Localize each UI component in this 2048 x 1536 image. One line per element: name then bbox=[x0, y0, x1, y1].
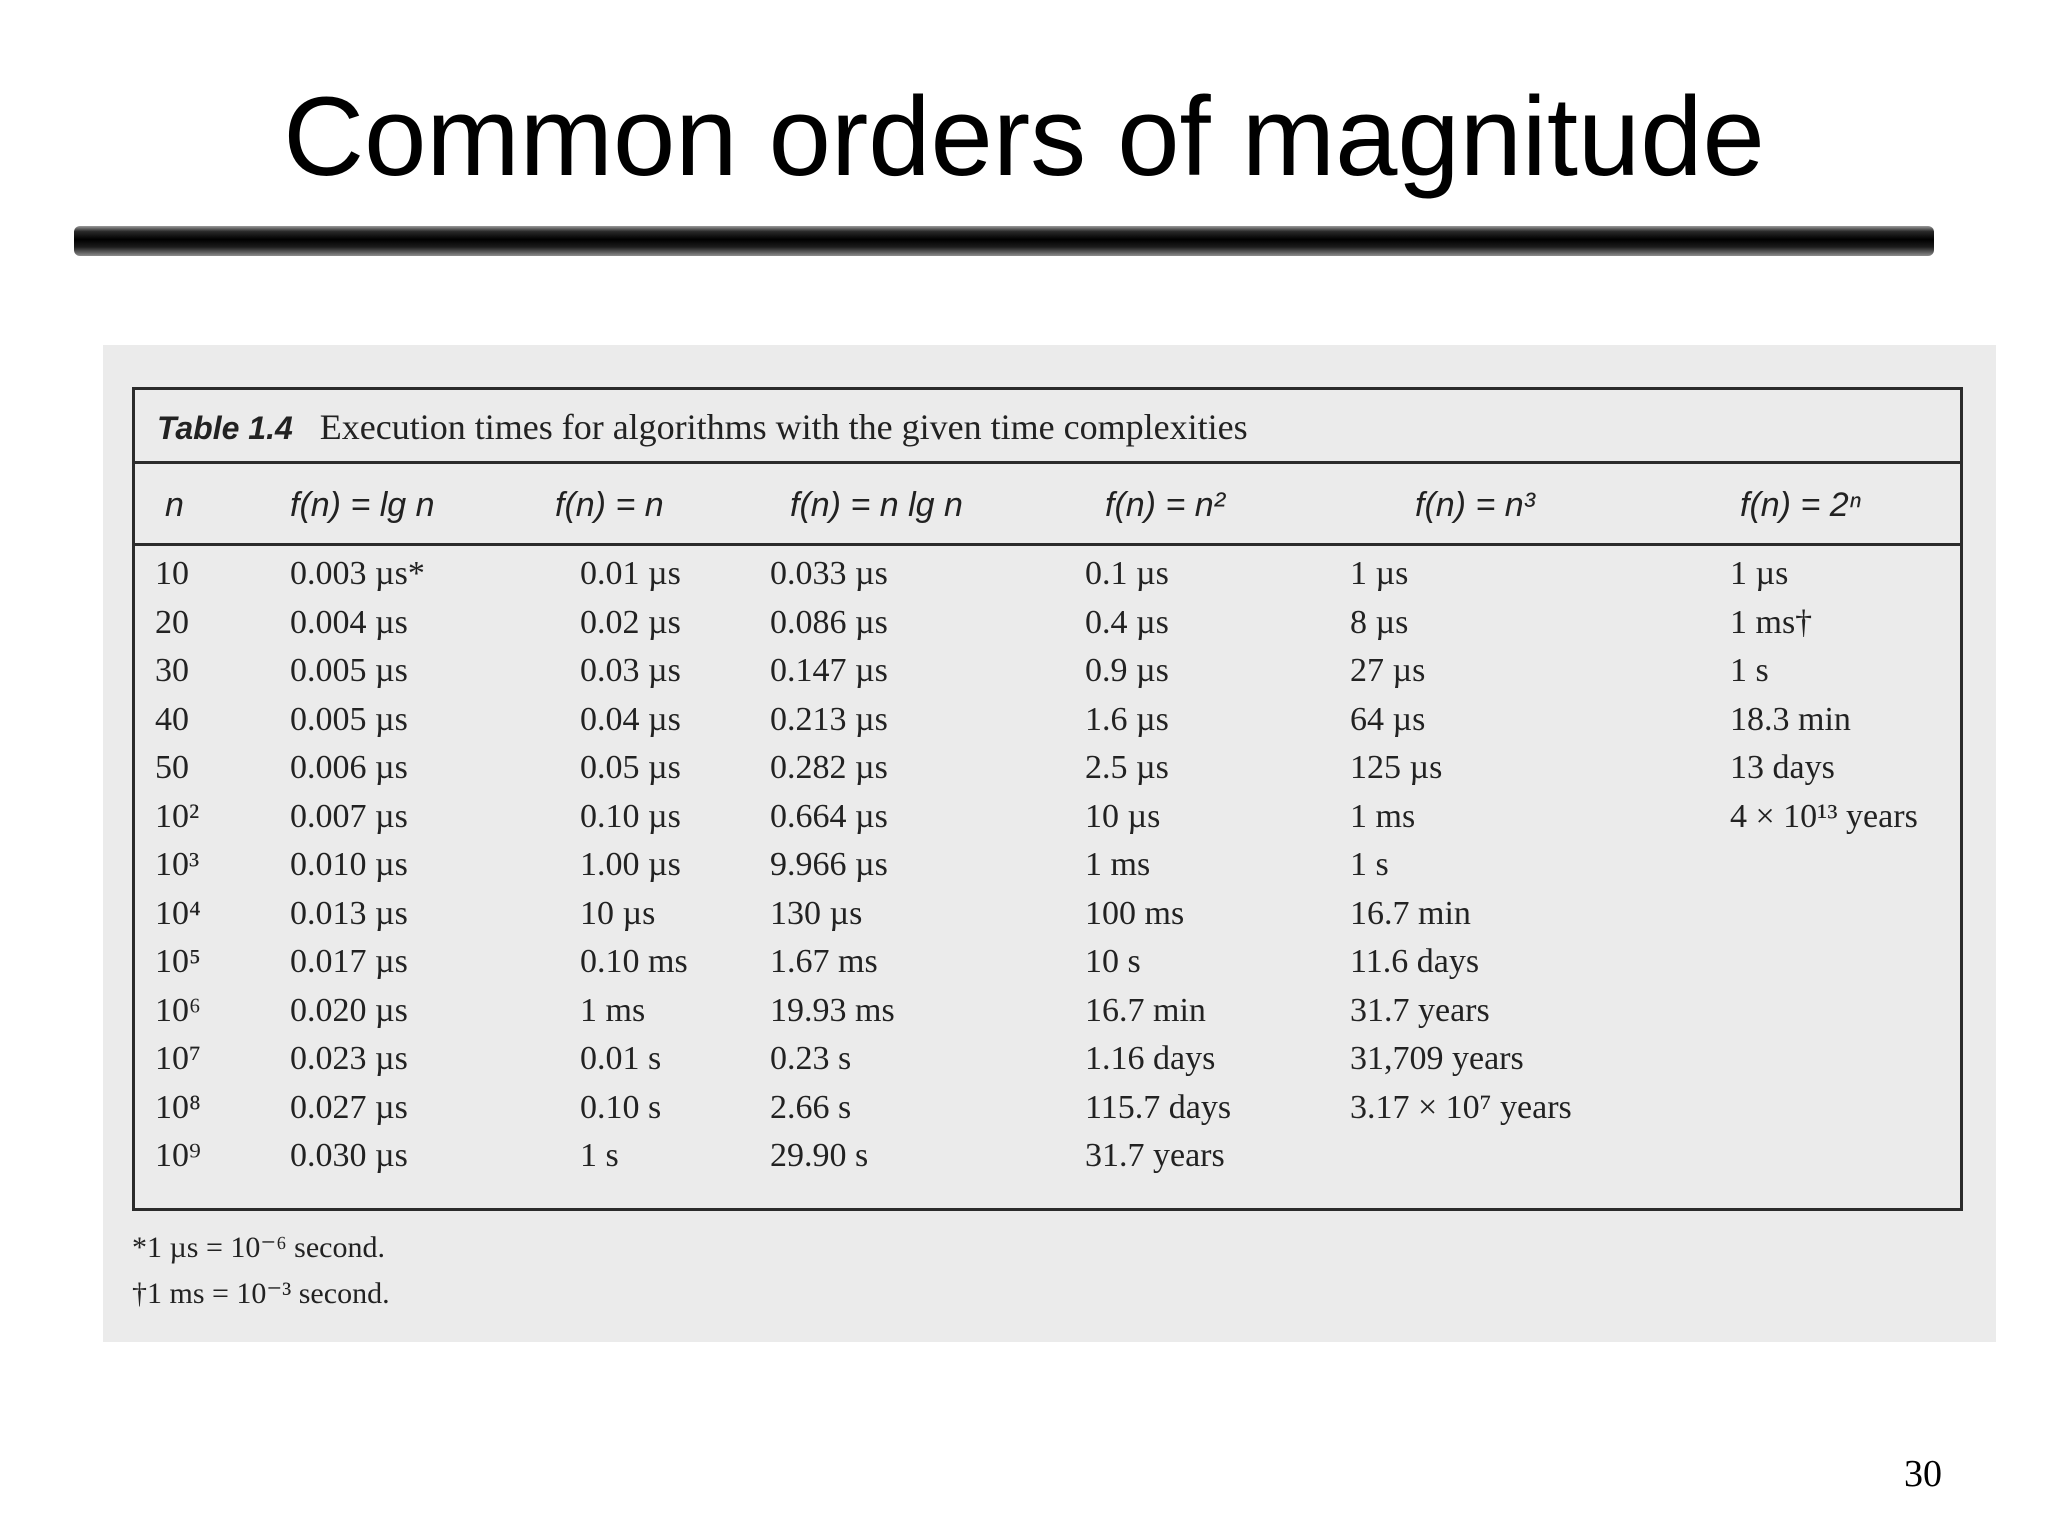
table-cell: 0.282 µs bbox=[770, 749, 888, 786]
table-cell: 0.1 µs bbox=[1085, 555, 1169, 592]
table-row bbox=[135, 550, 1960, 599]
table-footnotes bbox=[132, 1225, 390, 1317]
table-cell: 1 ms bbox=[1085, 846, 1151, 883]
table-cell: 0.086 µs bbox=[770, 603, 888, 641]
column-header: f(n) = n bbox=[555, 486, 664, 524]
column-header: f(n) = n² bbox=[1105, 486, 1225, 524]
table-row bbox=[135, 647, 1960, 696]
table-row bbox=[135, 987, 1960, 1036]
table-cell: 20 bbox=[155, 603, 189, 641]
table-row bbox=[135, 841, 1960, 890]
table-row bbox=[135, 744, 1960, 793]
table-cell: 125 µs bbox=[1350, 749, 1443, 786]
column-header: f(n) = n³ bbox=[1415, 486, 1535, 524]
table-cell: 10⁷ bbox=[155, 1040, 201, 1077]
table-cell: 0.033 µs bbox=[770, 555, 888, 592]
table-cell: 0.023 µs bbox=[290, 1040, 408, 1077]
table-row bbox=[135, 1132, 1960, 1181]
table-cell: 0.10 µs bbox=[580, 797, 681, 835]
table-cell: 27 µs bbox=[1350, 652, 1426, 689]
table-cell: 10⁴ bbox=[155, 894, 201, 932]
table-cell: 4 × 10¹³ years bbox=[1730, 797, 1918, 835]
title-divider bbox=[74, 226, 1934, 256]
table-cell: 30 bbox=[155, 652, 189, 689]
column-header: f(n) = lg n bbox=[290, 486, 435, 524]
column-header: f(n) = n lg n bbox=[790, 486, 963, 524]
table-cell: 0.10 ms bbox=[580, 943, 688, 980]
table-row bbox=[135, 696, 1960, 745]
footnote: *1 µs = 10⁻⁶ second. bbox=[132, 1231, 385, 1264]
table-row bbox=[135, 793, 1960, 842]
table-cell: 1.67 ms bbox=[770, 943, 878, 980]
table-cell: 0.020 µs bbox=[290, 991, 408, 1029]
table-cell: 10 µs bbox=[1085, 797, 1161, 835]
table-cell: 1 ms bbox=[1350, 797, 1416, 835]
table-cell: 0.03 µs bbox=[580, 652, 681, 689]
table-cell: 0.23 s bbox=[770, 1040, 852, 1077]
table-cell: 0.003 µs* bbox=[290, 555, 425, 592]
table-cell: 0.664 µs bbox=[770, 797, 888, 835]
table-cell: 10³ bbox=[155, 846, 200, 883]
table-cell: 0.4 µs bbox=[1085, 603, 1169, 641]
table-cell: 1 s bbox=[1350, 846, 1389, 883]
table-cell: 10 bbox=[155, 555, 189, 592]
table-cell: 0.013 µs bbox=[290, 894, 408, 932]
table-cell: 0.017 µs bbox=[290, 943, 408, 980]
table-cell: 1 s bbox=[580, 1137, 619, 1174]
table-cell: 0.010 µs bbox=[290, 846, 408, 883]
table-cell: 10⁹ bbox=[155, 1137, 201, 1174]
table-cell: 9.966 µs bbox=[770, 846, 888, 883]
table-cell: 0.9 µs bbox=[1085, 652, 1169, 689]
table-cell: 1 µs bbox=[1730, 555, 1789, 592]
table-cell: 1.6 µs bbox=[1085, 700, 1169, 738]
table-cell: 31.7 years bbox=[1085, 1137, 1225, 1174]
table-body bbox=[135, 550, 1960, 1181]
table-cell: 0.027 µs bbox=[290, 1088, 408, 1126]
table-cell: 1.00 µs bbox=[580, 846, 681, 883]
table-row bbox=[135, 1084, 1960, 1133]
table-row bbox=[135, 938, 1960, 987]
table-cell: 13 days bbox=[1730, 749, 1835, 786]
table-cell: 10⁶ bbox=[155, 991, 201, 1029]
table-caption-text: Execution times for algorithms with the given time complexities bbox=[319, 407, 1248, 447]
table-cell: 1 s bbox=[1730, 652, 1769, 689]
table-cell: 0.005 µs bbox=[290, 700, 408, 738]
table-cell: 31.7 years bbox=[1350, 991, 1490, 1029]
table-cell: 10 µs bbox=[580, 894, 656, 932]
table-cell: 1 µs bbox=[1350, 555, 1409, 592]
table-label: Table 1.4 bbox=[157, 410, 293, 446]
table-cell: 0.01 µs bbox=[580, 555, 681, 592]
table-cell: 2.66 s bbox=[770, 1088, 852, 1126]
table-caption bbox=[135, 390, 1960, 464]
table-cell: 0.030 µs bbox=[290, 1137, 408, 1174]
table-cell: 64 µs bbox=[1350, 700, 1426, 738]
table-cell: 29.90 s bbox=[770, 1137, 869, 1174]
table-cell: 1.16 days bbox=[1085, 1040, 1216, 1077]
table-cell: 1 ms† bbox=[1730, 603, 1813, 641]
table-cell: 0.10 s bbox=[580, 1088, 662, 1126]
table-cell: 100 ms bbox=[1085, 894, 1185, 932]
table-cell: 2.5 µs bbox=[1085, 749, 1169, 786]
table-cell: 11.6 days bbox=[1350, 943, 1480, 980]
table-row bbox=[135, 599, 1960, 648]
column-header: n bbox=[165, 486, 184, 524]
table-cell: 0.04 µs bbox=[580, 700, 681, 738]
footnote: †1 ms = 10⁻³ second. bbox=[132, 1277, 390, 1310]
table-cell: 0.05 µs bbox=[580, 749, 681, 786]
table-cell: 0.147 µs bbox=[770, 652, 888, 689]
table-cell: 10² bbox=[155, 797, 200, 835]
table-cell: 0.213 µs bbox=[770, 700, 888, 738]
table-cell: 115.7 days bbox=[1085, 1088, 1232, 1126]
table-cell: 0.01 s bbox=[580, 1040, 662, 1077]
table-row bbox=[135, 1035, 1960, 1084]
slide-title: Common orders of magnitude bbox=[283, 74, 1765, 199]
table-cell: 16.7 min bbox=[1085, 991, 1206, 1029]
table-cell: 10⁵ bbox=[155, 943, 201, 980]
table-cell: 0.007 µs bbox=[290, 797, 408, 835]
table-cell: 130 µs bbox=[770, 894, 863, 932]
table-cell: 0.004 µs bbox=[290, 603, 408, 641]
table-row bbox=[135, 890, 1960, 939]
table-cell: 8 µs bbox=[1350, 603, 1409, 641]
table-cell: 10⁸ bbox=[155, 1088, 201, 1126]
table-cell: 0.005 µs bbox=[290, 652, 408, 689]
table-cell: 50 bbox=[155, 749, 189, 786]
table-cell: 1 ms bbox=[580, 991, 646, 1029]
column-header: f(n) = 2ⁿ bbox=[1740, 486, 1862, 524]
table-cell: 0.006 µs bbox=[290, 749, 408, 786]
table-cell: 19.93 ms bbox=[770, 991, 895, 1029]
table-cell: 3.17 × 10⁷ years bbox=[1350, 1088, 1572, 1126]
page-number: 30 bbox=[1904, 1453, 1942, 1495]
execution-times-table bbox=[132, 387, 1963, 1211]
table-header-row bbox=[135, 464, 1960, 546]
scanned-table-image bbox=[103, 345, 1996, 1342]
table-cell: 40 bbox=[155, 700, 189, 738]
table-cell: 31,709 years bbox=[1350, 1040, 1524, 1077]
table-cell: 0.02 µs bbox=[580, 603, 681, 641]
table-cell: 10 s bbox=[1085, 943, 1141, 980]
table-cell: 18.3 min bbox=[1730, 700, 1851, 738]
table-cell: 16.7 min bbox=[1350, 894, 1471, 932]
